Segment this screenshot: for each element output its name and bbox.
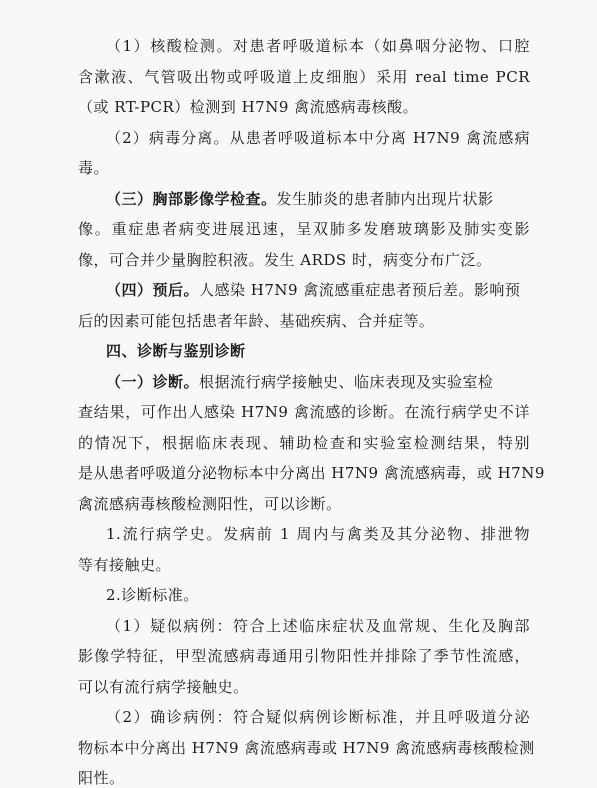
paragraph-nucleic-acid-line-3: （或 RT-PCR）检测到 H7N9 禽流感病毒核酸。 [78, 98, 419, 116]
paragraph-virus-isolation-line-2: 毒。 [78, 159, 110, 177]
paragraph-virus-isolation-line-1: （2）病毒分离。从患者呼吸道标本中分离 H7N9 禽流感病 [106, 129, 530, 147]
paragraph-diagnosis-line-1 [106, 372, 494, 392]
imaging-line-1-text: 发生肺炎的患者肺内出现片状影 [276, 190, 494, 208]
paragraph-nucleic-acid-line-1: （1）核酸检测。对患者呼吸道标本（如鼻咽分泌物、口腔 [106, 37, 530, 55]
paragraph-criteria-line-1: 2.诊断标准。 [106, 586, 199, 604]
diagnosis-heading: （一）诊断。 [106, 373, 200, 391]
paragraph-imaging-line-2: 像。重症患者病变进展迅速，呈双肺多发磨玻璃影及肺实变影 [78, 220, 530, 238]
paragraph-confirmed-line-1: （2）确诊病例：符合疑似病例诊断标准，并且呼吸道分泌 [106, 708, 530, 726]
paragraph-imaging-line-1 [106, 189, 494, 209]
paragraph-imaging-line-3: 像，可合并少量胸腔积液。发生 ARDS 时，病变分布广泛。 [78, 251, 492, 269]
paragraph-nucleic-acid-line-2: 含漱液、气管吸出物或呼吸道上皮细胞）采用 real time PCR [78, 68, 530, 86]
paragraph-suspected-line-1: （1）疑似病例：符合上述临床症状及血常规、生化及胸部 [106, 617, 530, 635]
imaging-heading: （三）胸部影像学检查。 [106, 190, 277, 208]
paragraph-prognosis-line-1 [106, 280, 520, 300]
prognosis-line-1-text: 人感染 H7N9 禽流感重症患者预后差。影响预 [199, 281, 521, 299]
paragraph-diagnosis-line-5: 禽流感病毒核酸检测阳性，可以诊断。 [78, 495, 342, 513]
paragraph-prognosis-line-2: 后的因素可能包括患者年龄、基础疾病、合并症等。 [78, 312, 435, 330]
paragraph-diagnosis-line-2: 查结果，可作出人感染 H7N9 禽流感的诊断。在流行病学史不详 [78, 403, 530, 421]
paragraph-suspected-line-3: 可以有流行病学接触史。 [78, 678, 249, 696]
paragraph-epidemiology-line-1: 1.流行病学史。发病前 1 周内与禽类及其分泌物、排泄物 [106, 525, 530, 543]
paragraph-epidemiology-line-2: 等有接触史。 [78, 556, 172, 574]
paragraph-suspected-line-2: 影像学特征，甲型流感病毒通用引物阳性并排除了季节性流感， [78, 647, 530, 665]
paragraph-confirmed-line-3: 阳性。 [78, 769, 125, 787]
diagnosis-line-1-text: 根据流行病学接触史、临床表现及实验室检 [199, 373, 494, 391]
paragraph-diagnosis-line-4: 是从患者呼吸道分泌物标本中分离出 H7N9 禽流感病毒，或 H7N9 [78, 464, 545, 482]
section-heading: 四、诊断与鉴别诊断 [106, 342, 246, 360]
paragraph-confirmed-line-2: 物标本中分离出 H7N9 禽流感病毒或 H7N9 禽流感病毒核酸检测 [78, 739, 535, 757]
prognosis-heading: （四）预后。 [106, 281, 200, 299]
paragraph-diagnosis-line-3: 的情况下，根据临床表现、辅助检查和实验室检测结果，特别 [78, 434, 530, 452]
